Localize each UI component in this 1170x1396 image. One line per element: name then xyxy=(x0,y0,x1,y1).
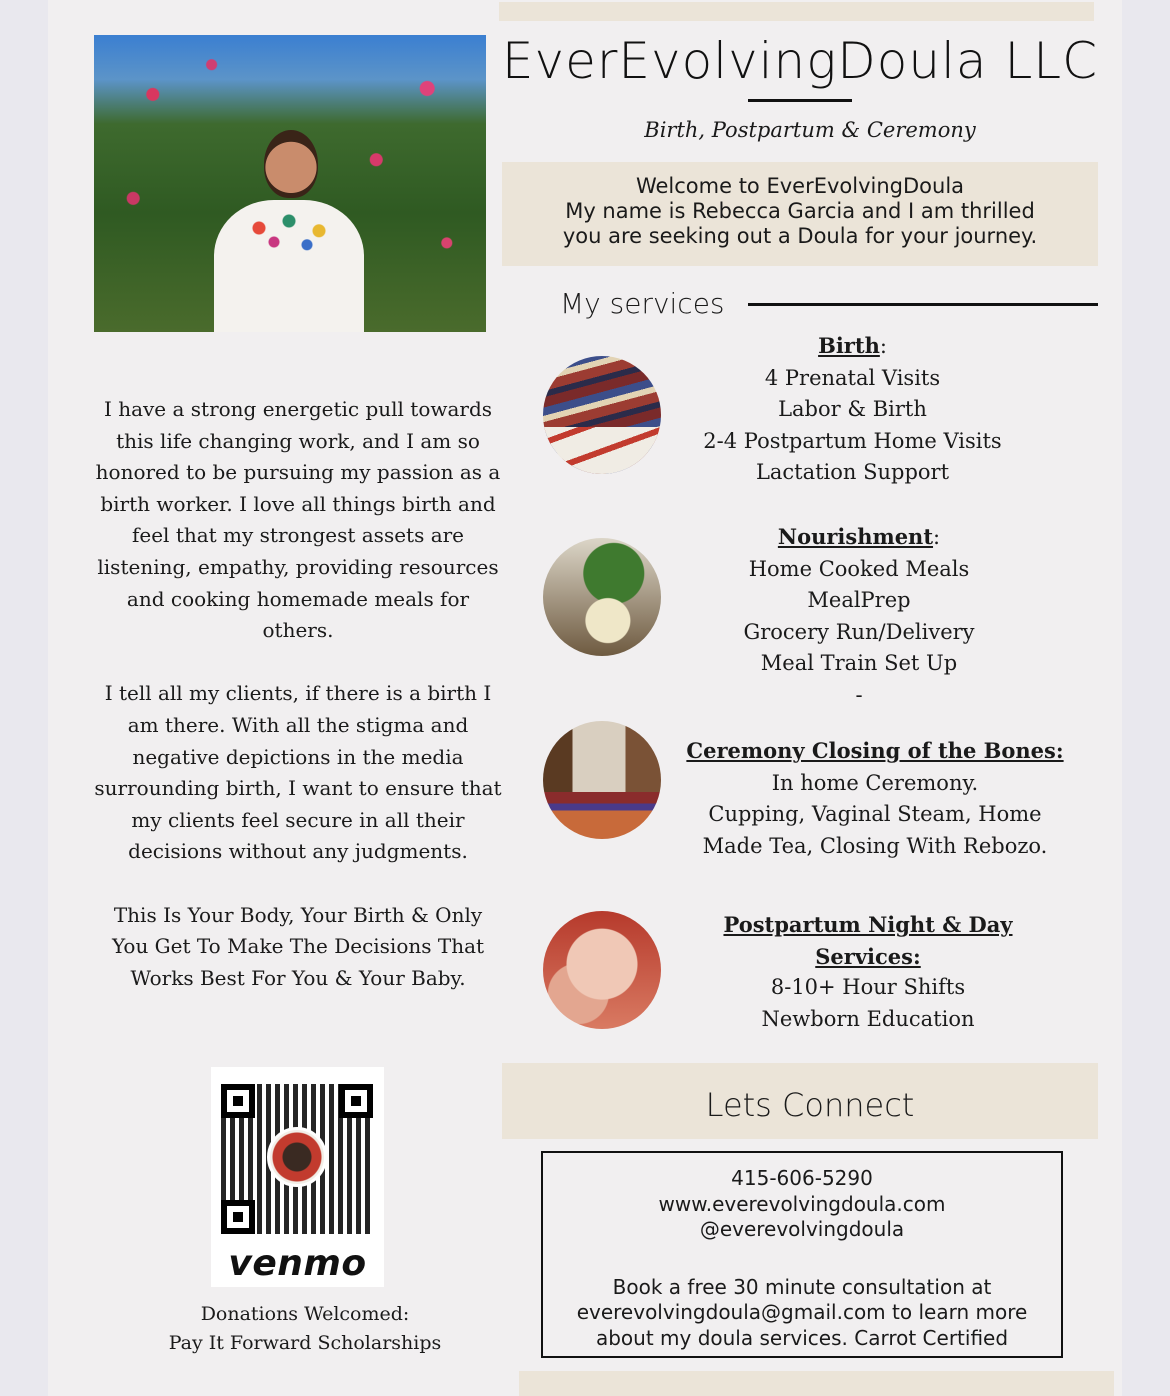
service-heading: Postpartum Night & Day xyxy=(723,912,1013,937)
service-separator: - xyxy=(855,682,863,707)
service-line: 8-10+ Hour Shifts xyxy=(770,975,966,999)
service-ceremony xyxy=(680,735,1070,862)
bottom-accent-band xyxy=(519,1371,1114,1396)
service-line: Labor & Birth xyxy=(778,397,927,421)
booking-line: Book a free 30 minute consultation at xyxy=(612,1274,992,1299)
donations-line: Pay It Forward Scholarships xyxy=(168,1332,442,1354)
service-heading: Nourishment xyxy=(777,524,934,549)
booking-line: about my doula services. Carrot Certified xyxy=(595,1325,1009,1350)
website-link[interactable]: www.everevolvingdoula.com xyxy=(658,1191,946,1216)
service-line: MealPrep xyxy=(807,588,911,612)
service-line: 2-4 Postpartum Home Visits xyxy=(703,428,1002,453)
service-line: Cupping, Vaginal Steam, Home xyxy=(708,802,1042,826)
venmo-qr-code[interactable] xyxy=(211,1067,384,1287)
social-handle[interactable]: @everevolvingdoula xyxy=(699,1217,905,1241)
services-divider xyxy=(748,303,1098,306)
qr-finder-icon xyxy=(339,1084,373,1118)
welcome-line: My name is Rebecca Garcia and I am thrilled xyxy=(565,199,1035,223)
doula-portrait-photo xyxy=(94,35,486,332)
qr-avatar xyxy=(267,1127,327,1187)
donations-caption xyxy=(140,1300,470,1358)
phone-number[interactable]: 415-606-5290 xyxy=(731,1166,873,1190)
welcome-box xyxy=(502,162,1098,266)
service-heading: Birth xyxy=(818,333,880,358)
welcome-line: Welcome to EverEvolvingDoula xyxy=(635,174,965,198)
service-line: Grocery Run/Delivery xyxy=(743,619,975,644)
service-postpartum xyxy=(690,909,1046,1035)
title-divider xyxy=(748,99,852,102)
bio-text xyxy=(94,394,502,1026)
qr-finder-icon xyxy=(221,1084,255,1118)
welcome-line: you are seeking out a Doula for your journey. xyxy=(562,224,1038,248)
business-title: EverEvolvingDoula LLC xyxy=(501,32,1099,90)
birth-books-photo xyxy=(543,356,661,474)
bio-paragraph: I have a strong energetic pull towards this life changing work, and I am so honored to be pursuing my passion as a birth worker. I love all things birth and feel that my strongest assets are listening, empathy, providing resources and cooking homemade meals for others. xyxy=(95,397,501,643)
ceremony-room-photo xyxy=(543,721,661,839)
business-subtitle: Birth, Postpartum & Ceremony xyxy=(644,118,976,142)
connect-title: Lets Connect xyxy=(705,1086,915,1124)
bio-paragraph: This Is Your Body, Your Birth & Only You Get To Make The Decisions That Works Best For You & Your Baby. xyxy=(111,902,485,990)
service-line: In home Ceremony. xyxy=(771,770,979,795)
service-line: Meal Train Set Up xyxy=(760,651,958,675)
service-line: Home Cooked Meals xyxy=(748,556,970,581)
portrait-figure xyxy=(234,130,344,332)
booking-email-line[interactable]: everevolvingdoula@gmail.com to learn more xyxy=(576,1300,1028,1324)
nourishment-drink-photo xyxy=(543,538,661,656)
qr-finder-icon xyxy=(221,1200,255,1234)
service-line: Lactation Support xyxy=(755,460,950,484)
service-heading: Services: xyxy=(815,943,921,969)
bio-paragraph: I tell all my clients, if there is a birth I am there. With all the stigma and negative depictions in the media surrounding birth, I want to ensure that my clients feel secure in all their decisions without any judgments. xyxy=(94,681,502,864)
service-line: Newborn Education xyxy=(761,1006,975,1031)
service-nourishment: Nourishment: Home Cooked Meals MealPrep Grocery Run/Delivery Meal Train Set Up - xyxy=(700,521,1018,711)
venmo-logo: venmo xyxy=(228,1243,367,1284)
top-accent-band xyxy=(499,2,1094,21)
service-heading: Ceremony Closing of the Bones: xyxy=(686,738,1064,763)
service-line: 4 Prenatal Visits xyxy=(764,365,941,390)
donations-line: Donations Welcomed: xyxy=(200,1303,410,1325)
contact-box xyxy=(541,1151,1063,1358)
services-title: My services xyxy=(560,287,725,320)
newborn-photo xyxy=(543,911,661,1029)
service-birth: Birth: 4 Prenatal Visits Labor & Birth 2-4 Postpartum Home Visits Lactation Support xyxy=(700,330,1005,489)
service-line: Made Tea, Closing With Rebozo. xyxy=(702,833,1048,858)
